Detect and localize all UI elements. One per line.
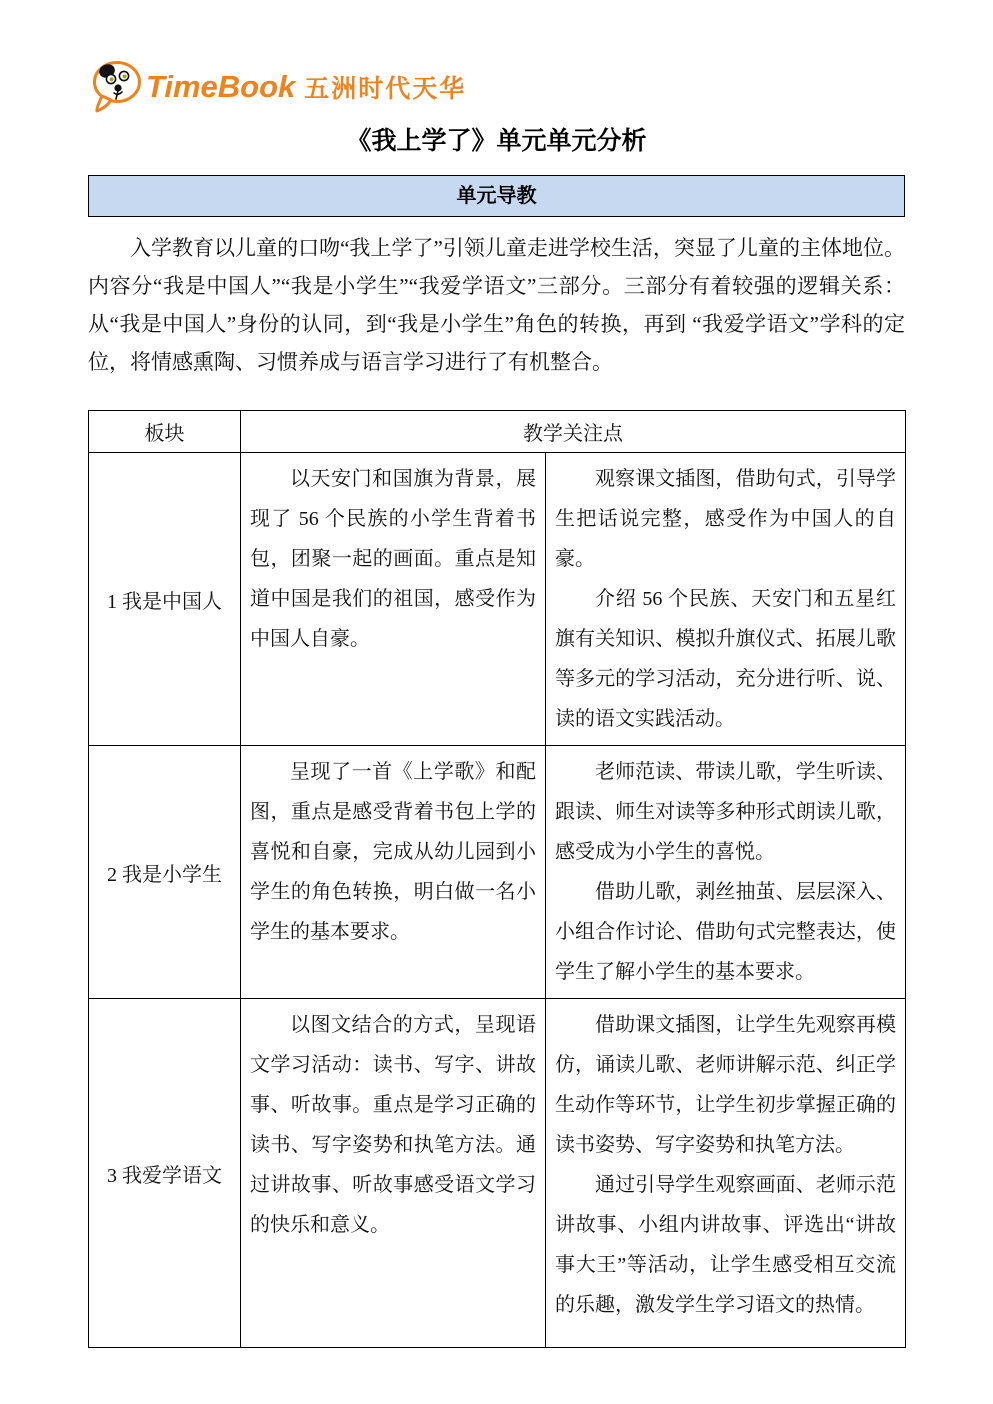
- paragraph: 通过引导学生观察画面、老师示范讲故事、小组内讲故事、评选出“讲故事大王”等活动，让学生感受相互交流的乐趣，激发学生学习语文的热情。: [555, 1174, 896, 1316]
- paragraph: 介绍 56 个民族、天安门和五星红旗有关知识、模拟升旗仪式、拓展儿歌等多元的学习活动，充分进行听、说、读的语文实践活动。: [555, 588, 896, 730]
- brand-name: TimeBook: [146, 69, 296, 104]
- table-row-1: [89, 453, 906, 746]
- focus-cell: [546, 999, 906, 1348]
- paragraph: 以天安门和国旗为背景，展现了 56 个民族的小学生背着书包，团聚一起的画面。重点是知道中国是我们的祖国，感受作为中国人自豪。: [250, 468, 536, 650]
- module-cell: 3 我爱学语文: [89, 999, 241, 1348]
- column-header-module: 板块: [89, 411, 241, 453]
- paragraph: 观察课文插图，借助句式，引导学生把话说完整，感受作为中国人的自豪。: [555, 468, 896, 570]
- table-row-3: [89, 999, 906, 1348]
- paragraph: 借助儿歌，剥丝抽茧、层层深入、小组合作讨论、借助句式完整表达，使学生了解小学生的基本要求。: [555, 881, 896, 983]
- brand-chinese-name: 五洲时代天华: [304, 75, 467, 103]
- section-header-label: 单元导教: [456, 185, 537, 207]
- section-header-bar: [88, 175, 905, 217]
- focus-cell: [546, 453, 906, 746]
- module-cell: 1 我是中国人: [89, 453, 241, 746]
- column-header-focus: 教学关注点: [241, 411, 906, 453]
- table-header-row: [89, 411, 906, 453]
- intro-paragraph: 入学教育以儿童的口吻“我上学了”引领儿童走进学校生活，突显了儿童的主体地位。内容分“我是中国人”“我是小学生”“我爱学语文”三部分。三部分有着较强的逻辑关系：从“我是中国人”身份的认同，到“我是小学生”角色的转换，再到 “我爱学语文”学科的定位，将情感熏陶、习惯养成与语言学习进行了有机整合。: [88, 236, 905, 374]
- paragraph: 借助课文插图，让学生先观察再模仿，诵读儿歌、老师讲解示范、纠正学生动作等环节，让学生初步掌握正确的读书姿势、写字姿势和执笔方法。: [555, 1014, 896, 1156]
- page-title: 《我上学了》单元单元分析: [346, 128, 647, 155]
- content-cell: [241, 746, 546, 999]
- dog-in-speech-bubble-icon: [90, 59, 142, 115]
- analysis-table: [88, 410, 906, 1348]
- content-cell: [241, 999, 546, 1348]
- logo: [90, 58, 905, 116]
- content-cell: [241, 453, 546, 746]
- module-cell: 2 我是小学生: [89, 746, 241, 999]
- paragraph: 呈现了一首《上学歌》和配图，重点是感受背着书包上学的喜悦和自豪，完成从幼儿园到小学生的角色转换，明白做一名小学生的基本要求。: [250, 761, 536, 943]
- table-row-2: [89, 746, 906, 999]
- focus-cell: [546, 746, 906, 999]
- paragraph: 老师范读、带读儿歌，学生听读、跟读、师生对读等多种形式朗读儿歌，感受成为小学生的喜悦。: [555, 761, 896, 863]
- paragraph: 以图文结合的方式，呈现语文学习活动：读书、写字、讲故事、听故事。重点是学习正确的读书、写字姿势和执笔方法。通过讲故事、听故事感受语文学习的快乐和意义。: [250, 1014, 536, 1236]
- document-content: [88, 0, 905, 1348]
